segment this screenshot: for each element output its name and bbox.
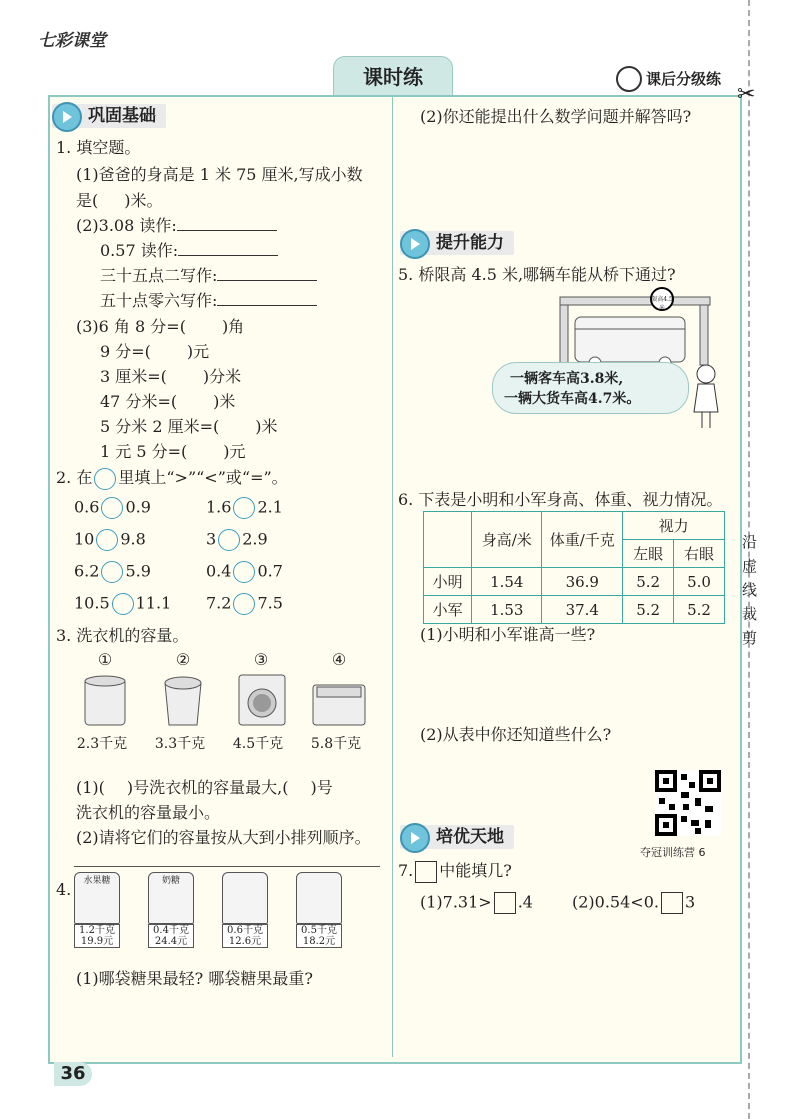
text: 五十点零六写作: <box>100 291 218 310</box>
q1-p3-4 <box>100 389 235 412</box>
column-header: 体重/千克 <box>542 512 623 568</box>
q2-row-2b <box>206 529 268 551</box>
section-title: 巩固基础 <box>88 106 156 126</box>
bag-weight: 0.6千克 <box>227 925 263 936</box>
value: 10 <box>74 529 95 549</box>
q6-title: 6. 下表是小明和小军身高、体重、视力情况。 <box>398 490 723 509</box>
compare-circle[interactable] <box>233 561 255 583</box>
candy-bag-icon <box>222 872 268 924</box>
compare-circle[interactable] <box>218 529 240 551</box>
text: 是( <box>76 191 99 210</box>
text: 7. <box>398 861 414 880</box>
section-header-improve <box>400 231 514 255</box>
washing-machine-icon <box>231 669 291 729</box>
table-cell: 5.2 <box>623 596 674 624</box>
qr-label: 夺冠训练营 6 <box>640 846 706 859</box>
machine-4 <box>304 650 374 753</box>
bag-name: 水果糖 <box>83 876 111 886</box>
section-header-advanced <box>400 825 514 849</box>
machine-3 <box>226 650 296 753</box>
candy-bag-1 <box>74 872 120 948</box>
qr-code-icon[interactable] <box>655 770 721 836</box>
answer-box[interactable] <box>661 892 683 914</box>
candy-bags <box>74 872 342 948</box>
q1-p3-5 <box>100 414 278 437</box>
q3-p2: (2)请将它们的容量按从大到小排列顺序。 <box>76 828 371 847</box>
clock-icon <box>616 66 642 92</box>
bag-name: 奶糖 <box>161 876 180 886</box>
column-header: 视力 <box>623 512 725 540</box>
table-cell: 1.54 <box>472 568 542 596</box>
q1-p2-2 <box>100 238 278 261</box>
text: )分米 <box>202 367 242 386</box>
text: 0.57 读作: <box>100 241 179 260</box>
bag-label <box>74 924 120 948</box>
table-cell: 5.0 <box>674 568 725 596</box>
play-icon <box>400 823 430 853</box>
q1-p3-6 <box>100 439 246 462</box>
machine-number: ② <box>175 650 191 669</box>
text: 1 元 5 分=( <box>100 442 188 461</box>
q6-p2: (2)从表中你还知道些什么? <box>420 725 612 744</box>
q7-p2 <box>572 892 695 914</box>
q4-p1: (1)哪袋糖果最轻? 哪袋糖果最重? <box>76 969 313 988</box>
value: 7.2 <box>206 593 232 613</box>
candy-bag-icon <box>148 872 194 924</box>
q7-p1 <box>420 892 533 914</box>
text: )元 <box>186 342 210 361</box>
text: (1)( <box>76 778 105 797</box>
compare-circle[interactable] <box>96 529 118 551</box>
q2-row-4 <box>74 593 171 615</box>
q1-p2-4 <box>100 288 317 311</box>
text: 9 分=( <box>100 342 151 361</box>
value: 6.2 <box>74 561 100 581</box>
q2-row-2 <box>74 529 146 551</box>
column-divider <box>392 97 393 1057</box>
value: 1.6 <box>206 497 232 517</box>
machine-number: ③ <box>253 650 269 669</box>
text: )米 <box>255 417 278 436</box>
answer-line[interactable] <box>177 230 277 231</box>
text: (2)0.54<0. <box>572 892 659 912</box>
value: 11.1 <box>135 593 172 613</box>
bag-label <box>148 924 194 948</box>
value: 0.6 <box>74 497 100 517</box>
q1-p1-line2 <box>76 188 163 211</box>
play-icon <box>400 229 430 259</box>
square-box-icon <box>415 861 437 883</box>
brand-logo: 七彩课堂 <box>38 31 106 51</box>
table-cell: 37.4 <box>542 596 623 624</box>
text: (1)7.31> <box>420 892 492 912</box>
bag-label <box>222 924 268 948</box>
washing-machine-icon <box>153 669 213 729</box>
bag-weight: 1.2千克 <box>79 925 115 936</box>
q2-row-3 <box>74 561 151 583</box>
q5-title: 5. 桥限高 4.5 米,哪辆车能从桥下通过? <box>398 265 676 284</box>
bubble-line-1: 一辆客车高3.8米, <box>510 371 624 387</box>
table-row <box>424 568 725 596</box>
q2-title <box>56 465 288 490</box>
value: 0.9 <box>125 497 151 517</box>
cut-instruction: 沿虚线裁剪 <box>742 533 758 647</box>
q1-title: 1. 填空题。 <box>56 138 141 157</box>
stats-table <box>423 511 725 624</box>
machine-1 <box>70 650 140 753</box>
value: 10.5 <box>74 593 110 613</box>
table-cell: 36.9 <box>542 568 623 596</box>
column-header: 右眼 <box>674 540 725 568</box>
text: )米。 <box>124 191 163 210</box>
bag-price: 12.6元 <box>228 936 262 947</box>
table-cell: 1.53 <box>472 596 542 624</box>
text: )元 <box>223 442 246 461</box>
table-corner <box>424 512 472 568</box>
column-header: 身高/米 <box>472 512 542 568</box>
text: (3)6 角 8 分=( <box>76 317 186 336</box>
machine-capacity: 3.3千克 <box>154 736 206 752</box>
girl-illustration <box>690 362 724 432</box>
value: 0.7 <box>257 561 283 581</box>
header-subtitle: 课后分级练 <box>646 70 722 88</box>
value: 2.1 <box>257 497 283 517</box>
answer-line[interactable] <box>217 280 317 281</box>
text: )号 <box>310 778 333 797</box>
candy-bag-3 <box>222 872 268 948</box>
height-limit-sign: 限高4.5米 <box>651 296 673 312</box>
text: 5 分米 2 厘米=( <box>100 417 220 436</box>
candy-bag-4 <box>296 872 342 948</box>
table-cell: 小军 <box>424 596 472 624</box>
machine-number: ① <box>97 650 113 669</box>
q4-number: 4. <box>56 880 72 899</box>
q1-p2-3 <box>100 263 317 286</box>
q2-row-1b <box>206 497 283 519</box>
q1-p3-1 <box>76 314 244 337</box>
section-title: 培优天地 <box>436 827 504 847</box>
q1-p2-1 <box>76 213 277 236</box>
text: .4 <box>517 892 533 912</box>
text: )米 <box>213 392 236 411</box>
value: 2.9 <box>242 529 268 549</box>
machines-row <box>70 650 374 753</box>
text: )角 <box>221 317 245 336</box>
candy-bag-2 <box>148 872 194 948</box>
q1-p3-3 <box>100 364 241 387</box>
q7-title <box>398 858 512 883</box>
page-number: 36 <box>54 1062 92 1086</box>
compare-circle[interactable] <box>101 497 123 519</box>
text: 3 <box>684 892 696 912</box>
value: 5.9 <box>125 561 151 581</box>
bag-label <box>296 924 342 948</box>
value: 9.8 <box>120 529 146 549</box>
scissors-icon: ✂ <box>737 82 756 107</box>
q2-row-4b <box>206 593 283 615</box>
bag-price: 19.9元 <box>80 936 114 947</box>
answer-box[interactable] <box>494 892 516 914</box>
table-cell: 5.2 <box>623 568 674 596</box>
answer-line[interactable] <box>74 866 380 867</box>
value: 3 <box>206 529 217 549</box>
machine-capacity: 2.3千克 <box>76 736 128 752</box>
q1-p1-line1: (1)爸爸的身高是 1 米 75 厘米,写成小数 <box>76 165 363 184</box>
table-cell: 5.2 <box>674 596 725 624</box>
text: 3 厘米=( <box>100 367 167 386</box>
text: 里填上“>”“<”或“=”。 <box>118 468 288 487</box>
q1-p3-2 <box>100 339 209 362</box>
section-header-basics <box>52 104 166 128</box>
q3-p1-line2: 洗衣机的容量最小。 <box>76 803 221 822</box>
washing-machine-icon <box>75 669 135 729</box>
page-title: 课时练 <box>333 56 453 97</box>
machine-2 <box>148 650 218 753</box>
text: )号洗衣机的容量最大,( <box>126 778 289 797</box>
text: 中能填几? <box>439 861 512 880</box>
compare-circle[interactable] <box>101 561 123 583</box>
compare-circle[interactable] <box>112 593 134 615</box>
bag-price: 18.2元 <box>302 936 336 947</box>
column-header: 左眼 <box>623 540 674 568</box>
section-title: 提升能力 <box>436 233 504 253</box>
play-icon <box>52 102 82 132</box>
compare-circle[interactable] <box>233 497 255 519</box>
text: (2)3.08 读作: <box>76 216 177 235</box>
q2-row-1 <box>74 497 151 519</box>
washing-machine-icon <box>309 669 369 729</box>
candy-bag-icon <box>296 872 342 924</box>
answer-line[interactable] <box>217 305 317 306</box>
q4-p2: (2)你还能提出什么数学问题并解答吗? <box>420 107 692 126</box>
q2-row-3b <box>206 561 283 583</box>
text: 47 分米=( <box>100 392 178 411</box>
machine-capacity: 5.8千克 <box>310 736 362 752</box>
text: 三十五点二写作: <box>100 266 218 285</box>
table-cell: 小明 <box>424 568 472 596</box>
text: 2. 在 <box>56 468 93 487</box>
machine-capacity: 4.5千克 <box>232 736 284 752</box>
value: 0.4 <box>206 561 232 581</box>
q3-p1-line1 <box>76 775 333 798</box>
table-row <box>424 596 725 624</box>
candy-bag-icon <box>74 872 120 924</box>
value: 7.5 <box>257 593 283 613</box>
bag-weight: 0.4千克 <box>153 925 189 936</box>
machine-number: ④ <box>331 650 347 669</box>
bag-price: 24.4元 <box>154 936 188 947</box>
q3-title: 3. 洗衣机的容量。 <box>56 626 189 645</box>
bag-weight: 0.5千克 <box>301 925 337 936</box>
answer-line[interactable] <box>178 255 278 256</box>
bubble-line-2: 一辆大货车高4.7米。 <box>504 391 641 407</box>
circle-icon <box>94 468 116 490</box>
q6-p1: (1)小明和小军谁高一些? <box>420 625 596 644</box>
compare-circle[interactable] <box>233 593 255 615</box>
